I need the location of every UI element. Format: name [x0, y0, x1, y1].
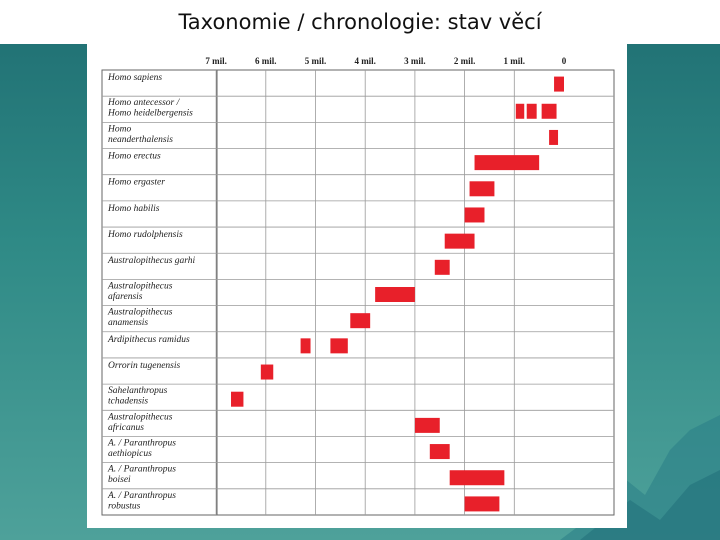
range-bar	[375, 287, 415, 302]
row-label: Homo heidelbergensis	[108, 108, 193, 119]
range-bar	[445, 234, 475, 249]
range-bar	[549, 130, 558, 145]
x-tick-label: 3 mil.	[404, 56, 426, 66]
x-tick-label: 4 mil.	[354, 56, 376, 66]
row-label: africanus	[108, 422, 144, 433]
row-label: neanderthalensis	[108, 134, 173, 145]
row-label: aethiopicus	[108, 448, 152, 459]
chart-panel	[87, 42, 627, 528]
range-bar	[542, 104, 557, 119]
chronology-chart	[87, 42, 627, 528]
range-bar	[261, 365, 273, 380]
row-label: Sahelanthropus	[108, 386, 168, 397]
page-title: Taxonomie / chronologie: stav věcí	[0, 0, 720, 44]
row-label: Australopithecus	[108, 307, 173, 318]
row-label: tchadensis	[108, 396, 149, 407]
row-label: Homo ergaster	[108, 177, 165, 188]
row-label: A. / Paranthropus	[108, 438, 176, 449]
row-label: Homo sapiens	[108, 73, 163, 83]
row-label: Australopithecus	[108, 281, 173, 292]
row-label: Homo antecessor /	[108, 98, 180, 109]
row-label: Orrorin tugenensis	[108, 360, 181, 371]
chart-frame	[102, 70, 614, 515]
range-bar	[465, 207, 485, 222]
range-bar	[465, 496, 500, 511]
range-bar	[430, 444, 450, 459]
row-label: robustus	[108, 501, 141, 512]
row-label: A. / Paranthropus	[108, 464, 176, 475]
row-label: A. / Paranthropus	[108, 490, 176, 501]
x-tick-label: 5 mil.	[304, 56, 327, 66]
range-bar	[470, 181, 495, 196]
range-bar	[554, 77, 564, 92]
tick-layer	[205, 56, 566, 66]
row-label: Australopithecus	[108, 412, 173, 423]
row-label: anamensis	[108, 318, 149, 329]
x-tick-label: 0	[561, 56, 567, 66]
row-label: Homo rudolphensis	[108, 230, 183, 241]
range-bar	[330, 338, 347, 353]
range-bar	[475, 155, 540, 170]
row-label: Australopithecus garhi	[108, 256, 196, 267]
range-bar	[415, 418, 440, 433]
x-tick-label: 7 mil.	[205, 56, 227, 66]
range-bar	[516, 104, 524, 119]
range-bar	[435, 260, 450, 275]
range-bar	[301, 338, 311, 353]
range-bar	[527, 104, 537, 119]
row-label: Ardipithecus ramidus	[108, 334, 190, 345]
range-bar	[350, 313, 370, 328]
row-label: boisei	[108, 475, 131, 486]
label-layer	[107, 73, 196, 511]
x-tick-label: 1 mil.	[503, 56, 526, 66]
x-tick-label: 6 mil.	[255, 56, 277, 66]
row-label: Homo	[108, 124, 132, 135]
row-label: Homo erectus	[108, 151, 161, 162]
x-tick-label: 2 mil.	[453, 56, 476, 66]
row-label: Homo habilis	[108, 203, 160, 214]
grid-layer	[102, 70, 614, 515]
range-bar	[231, 392, 243, 407]
range-bar	[450, 470, 505, 485]
row-label: afarensis	[108, 291, 143, 302]
